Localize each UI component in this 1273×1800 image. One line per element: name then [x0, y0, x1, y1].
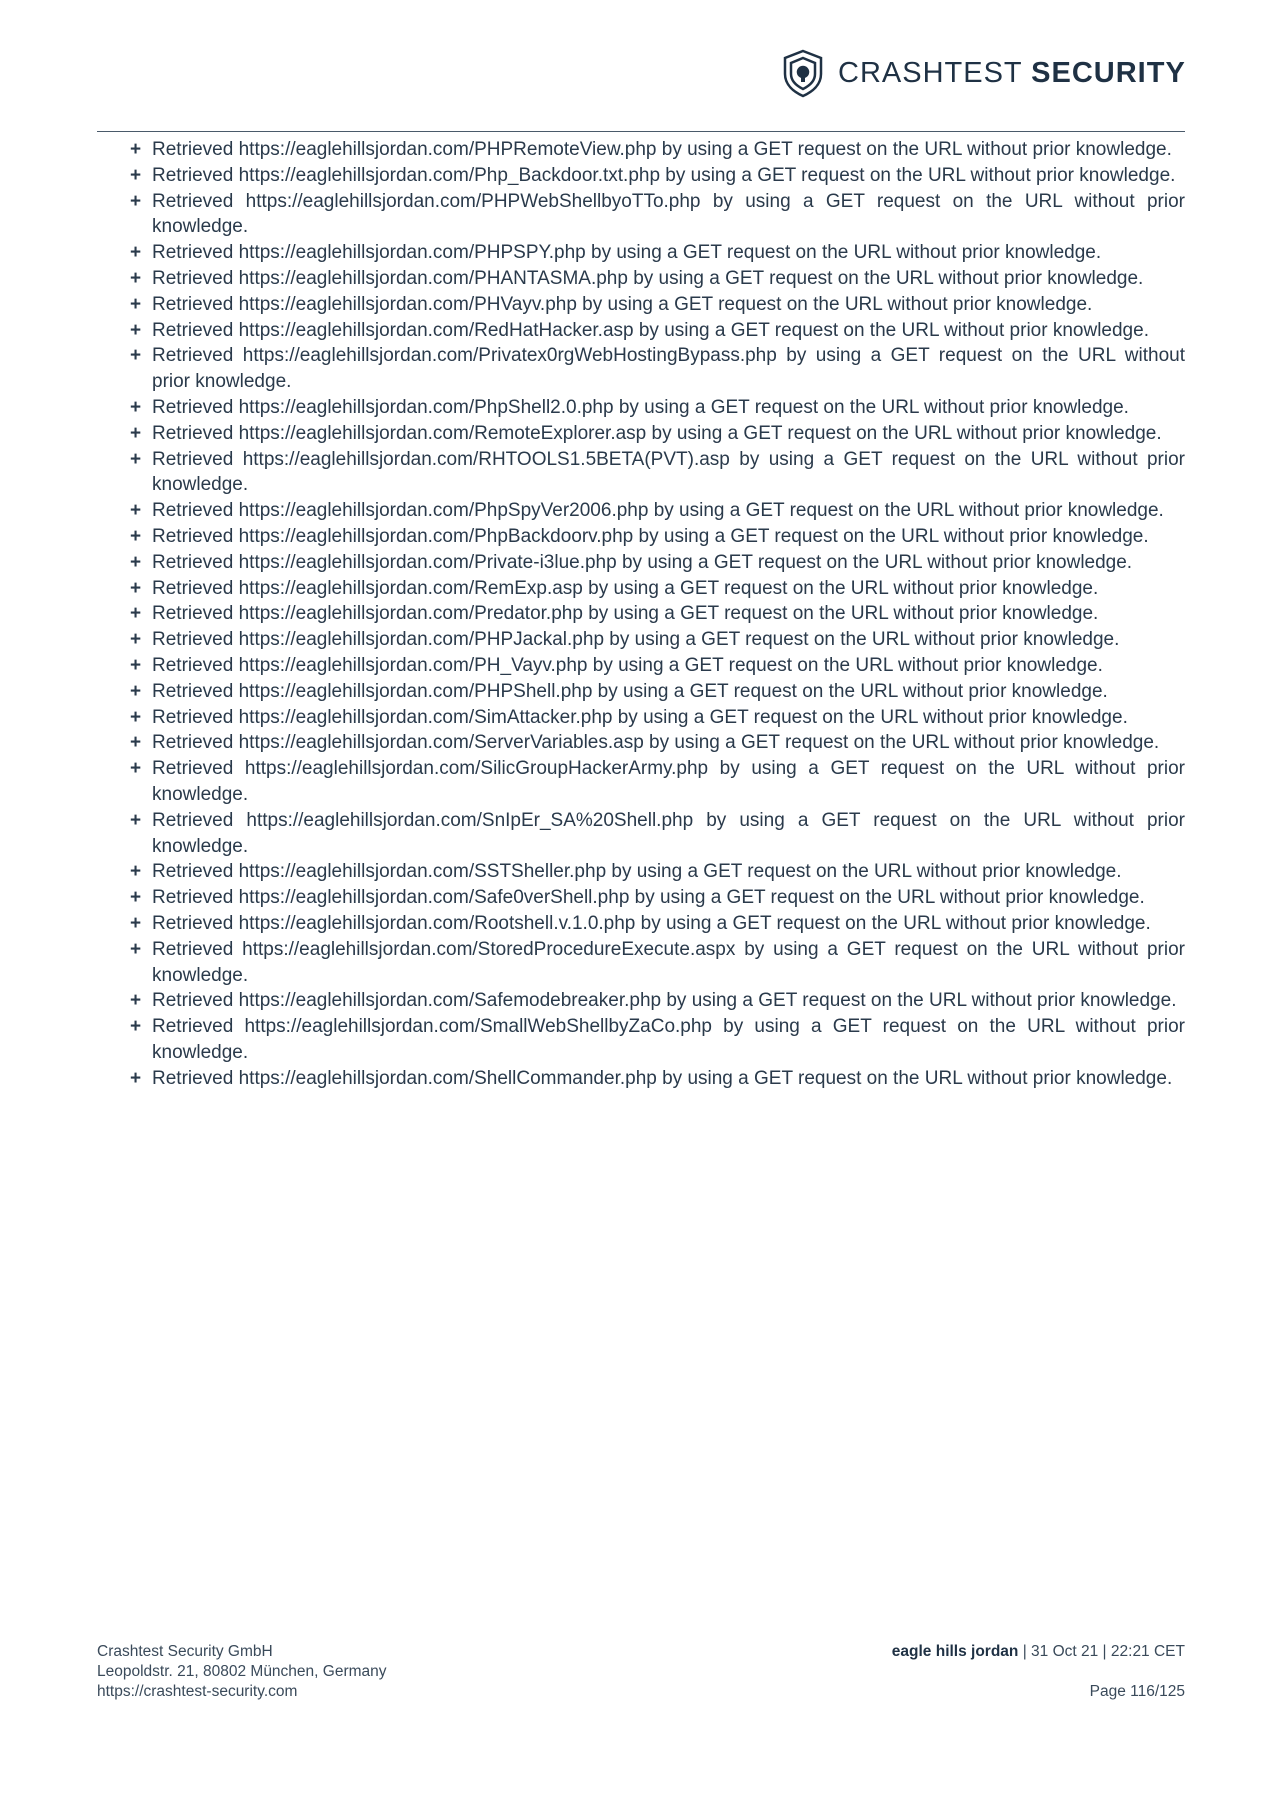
plus-bullet-icon: +: [130, 887, 142, 909]
logo-text-light: CRASHTEST: [838, 56, 1023, 89]
project-name: eagle hills jordan: [891, 1643, 1019, 1660]
finding-item: [130, 859, 1185, 885]
finding-item: [130, 343, 1185, 395]
footer-company-info: [97, 1642, 387, 1702]
finding-text: Retrieved https://eaglehillsjordan.com/RemoteExplorer.asp by using a GET request on the URL without prior knowledge.: [152, 422, 1162, 444]
findings-list: [130, 137, 1185, 1091]
plus-bullet-icon: +: [130, 603, 142, 625]
finding-text: Retrieved https://eaglehillsjordan.com/PHPSPY.php by using a GET request on the URL without prior knowledge.: [152, 242, 1102, 264]
finding-item: [130, 756, 1185, 808]
plus-bullet-icon: +: [130, 1067, 142, 1089]
finding-item: [130, 988, 1185, 1014]
page-number: Page 116/125: [1089, 1683, 1185, 1700]
finding-text: Retrieved https://eaglehillsjordan.com/PHPJackal.php by using a GET request on the URL without prior knowledge.: [152, 629, 1120, 651]
finding-item: [130, 1014, 1185, 1066]
finding-item: [130, 524, 1185, 550]
finding-item: [130, 679, 1185, 705]
plus-bullet-icon: +: [130, 990, 142, 1012]
finding-item: [130, 318, 1185, 344]
finding-item: [130, 137, 1185, 163]
finding-text: Retrieved https://eaglehillsjordan.com/StoredProcedureExecute.aspx by using a GET request on the URL without prior knowledge.: [152, 938, 1185, 986]
logo-text-bold: SECURITY: [1031, 56, 1186, 89]
finding-item: [130, 163, 1185, 189]
finding-item: [130, 292, 1185, 318]
finding-text: Retrieved https://eaglehillsjordan.com/PHPRemoteView.php by using a GET request on the URL without prior knowledge.: [152, 139, 1172, 160]
plus-bullet-icon: +: [130, 912, 142, 934]
finding-text: Retrieved https://eaglehillsjordan.com/PhpBackdoorv.php by using a GET request on the URL without prior knowledge.: [152, 525, 1149, 547]
crashtest-security-logo: [780, 48, 1186, 98]
finding-item: [130, 576, 1185, 602]
finding-item: [130, 447, 1185, 499]
plus-bullet-icon: +: [130, 577, 142, 599]
plus-bullet-icon: +: [130, 758, 142, 780]
finding-text: Retrieved https://eaglehillsjordan.com/Safemodebreaker.php by using a GET request on the URL without prior knowledge.: [152, 990, 1177, 1012]
finding-text: Retrieved https://eaglehillsjordan.com/SimAttacker.php by using a GET request on the URL without prior knowledge.: [152, 706, 1128, 728]
finding-text: Retrieved https://eaglehillsjordan.com/Rootshell.v.1.0.php by using a GET request on the URL without prior knowledge.: [152, 912, 1151, 934]
plus-bullet-icon: +: [130, 500, 142, 522]
plus-bullet-icon: +: [130, 422, 142, 444]
company-address: Leopoldstr. 21, 80802 München, Germany: [97, 1663, 387, 1680]
plus-bullet-icon: +: [130, 267, 142, 289]
finding-text: Retrieved https://eaglehillsjordan.com/RHTOOLS1.5BETA(PVT).asp by using a GET request on the URL without prior knowledge.: [152, 448, 1185, 496]
finding-text: Retrieved https://eaglehillsjordan.com/PHVayv.php by using a GET request on the URL without prior knowledge.: [152, 293, 1093, 315]
finding-item: [130, 240, 1185, 266]
plus-bullet-icon: +: [130, 706, 142, 728]
finding-item: [130, 395, 1185, 421]
plus-bullet-icon: +: [130, 164, 142, 186]
finding-item: [130, 730, 1185, 756]
finding-item: [130, 653, 1185, 679]
plus-bullet-icon: +: [130, 345, 142, 367]
shield-lock-icon: [780, 48, 826, 98]
plus-bullet-icon: +: [130, 242, 142, 264]
finding-text: Retrieved https://eaglehillsjordan.com/Php_Backdoor.txt.php by using a GET request on the URL without prior knowledge.: [152, 164, 1176, 186]
finding-text: Retrieved https://eaglehillsjordan.com/PHANTASMA.php by using a GET request on the URL without prior knowledge.: [152, 267, 1144, 289]
finding-item: [130, 421, 1185, 447]
finding-text: Retrieved https://eaglehillsjordan.com/PH_Vayv.php by using a GET request on the URL without prior knowledge.: [152, 654, 1103, 676]
finding-text: Retrieved https://eaglehillsjordan.com/RedHatHacker.asp by using a GET request on the URL without prior knowledge.: [152, 319, 1149, 341]
finding-item: [130, 705, 1185, 731]
plus-bullet-icon: +: [130, 525, 142, 547]
finding-text: Retrieved https://eaglehillsjordan.com/PHPWebShellbyoTTo.php by using a GET request on the URL without prior knowledge.: [152, 190, 1185, 238]
plus-bullet-icon: +: [130, 190, 142, 212]
finding-text: Retrieved https://eaglehillsjordan.com/Privatex0rgWebHostingBypass.php by using a GET request on the URL without prior knowledge.: [152, 345, 1185, 393]
finding-text: Retrieved https://eaglehillsjordan.com/SnIpEr_SA%20Shell.php by using a GET request on the URL without prior knowledge.: [152, 809, 1185, 857]
plus-bullet-icon: +: [130, 861, 142, 883]
plus-bullet-icon: +: [130, 654, 142, 676]
plus-bullet-icon: +: [130, 293, 142, 315]
finding-text: Retrieved https://eaglehillsjordan.com/PhpSpyVer2006.php by using a GET request on the URL without prior knowledge.: [152, 500, 1164, 522]
finding-text: Retrieved https://eaglehillsjordan.com/SmallWebShellbyZaCo.php by using a GET request on the URL without prior knowledge.: [152, 1016, 1185, 1063]
plus-bullet-icon: +: [130, 551, 142, 573]
plus-bullet-icon: +: [130, 629, 142, 651]
finding-item: [130, 550, 1185, 576]
report-datetime: | 31 Oct 21 | 22:21 CET: [1018, 1643, 1185, 1660]
finding-text: Retrieved https://eaglehillsjordan.com/RemExp.asp by using a GET request on the URL without prior knowledge.: [152, 577, 1099, 599]
finding-item: [130, 498, 1185, 524]
plus-bullet-icon: +: [130, 448, 142, 470]
finding-item: [130, 1066, 1185, 1092]
plus-bullet-icon: +: [130, 809, 142, 831]
finding-item: [130, 601, 1185, 627]
plus-bullet-icon: +: [130, 680, 142, 702]
finding-item: [130, 266, 1185, 292]
company-name: Crashtest Security GmbH: [97, 1643, 273, 1660]
finding-text: Retrieved https://eaglehillsjordan.com/Predator.php by using a GET request on the URL without prior knowledge.: [152, 603, 1099, 625]
finding-text: Retrieved https://eaglehillsjordan.com/PhpShell2.0.php by using a GET request on the URL without prior knowledge.: [152, 396, 1129, 418]
finding-text: Retrieved https://eaglehillsjordan.com/Private-i3lue.php by using a GET request on the URL without prior knowledge.: [152, 551, 1133, 573]
company-website[interactable]: https://crashtest-security.com: [97, 1683, 298, 1700]
finding-text: Retrieved https://eaglehillsjordan.com/ServerVariables.asp by using a GET request on the URL without prior knowledge.: [152, 732, 1160, 754]
plus-bullet-icon: +: [130, 319, 142, 341]
finding-text: Retrieved https://eaglehillsjordan.com/Safe0verShell.php by using a GET request on the URL without prior knowledge.: [152, 887, 1145, 909]
finding-item: [130, 937, 1185, 989]
finding-item: [130, 627, 1185, 653]
finding-text: Retrieved https://eaglehillsjordan.com/SSTSheller.php by using a GET request on the URL without prior knowledge.: [152, 861, 1122, 883]
finding-item: [130, 885, 1185, 911]
finding-text: Retrieved https://eaglehillsjordan.com/ShellCommander.php by using a GET request on the URL without prior knowledge.: [152, 1067, 1173, 1089]
plus-bullet-icon: +: [130, 396, 142, 418]
header-divider: [97, 131, 1185, 132]
plus-bullet-icon: +: [130, 938, 142, 960]
footer-report-info: [892, 1642, 1185, 1702]
finding-item: [130, 911, 1185, 937]
finding-item: [130, 189, 1185, 241]
finding-text: Retrieved https://eaglehillsjordan.com/SilicGroupHackerArmy.php by using a GET request on the URL without prior knowledge.: [152, 758, 1185, 805]
plus-bullet-icon: +: [130, 139, 142, 160]
finding-text: Retrieved https://eaglehillsjordan.com/PHPShell.php by using a GET request on the URL without prior knowledge.: [152, 680, 1108, 702]
finding-item: [130, 808, 1185, 860]
plus-bullet-icon: +: [130, 1016, 142, 1038]
plus-bullet-icon: +: [130, 732, 142, 754]
